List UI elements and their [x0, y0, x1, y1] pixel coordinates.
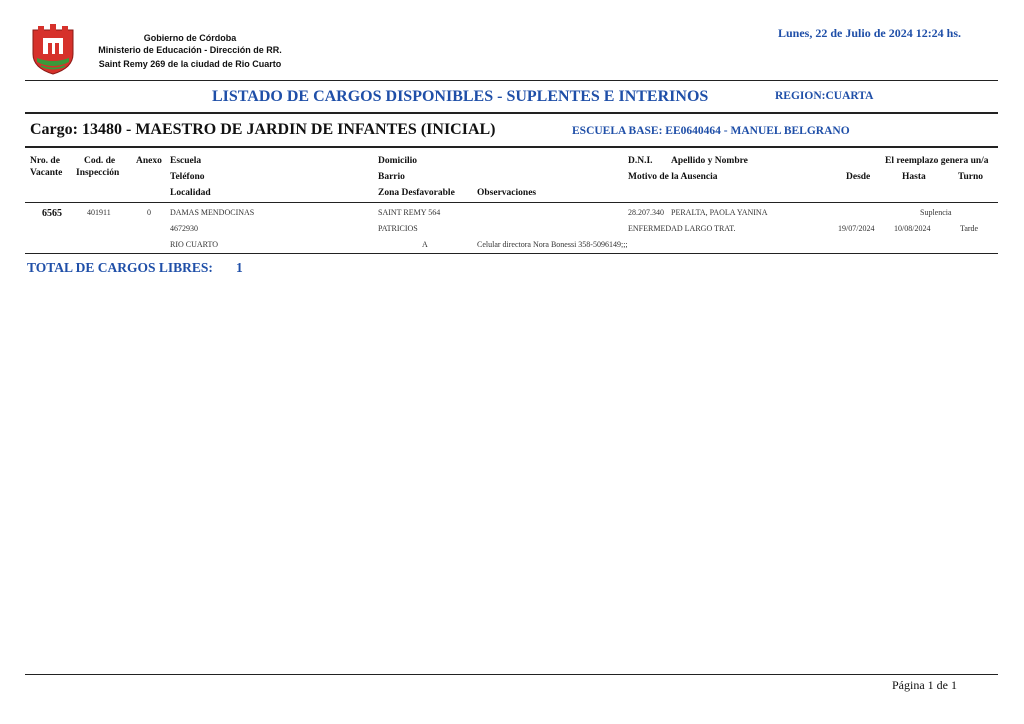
- header-divider: [25, 80, 998, 81]
- col-reemplazo: El reemplazo genera un/a: [885, 156, 989, 166]
- report-title: LISTADO DE CARGOS DISPONIBLES - SUPLENTES E INTERINOS: [212, 88, 709, 105]
- title-divider: [25, 112, 998, 114]
- cell-nro-vacante: 6565: [42, 208, 62, 219]
- cell-localidad: RIO CUARTO: [170, 240, 219, 249]
- col-telefono: Teléfono: [170, 172, 205, 182]
- total-label: TOTAL DE CARGOS LIBRES:: [27, 260, 213, 275]
- total-value: 1: [236, 260, 243, 275]
- col-nro-vacante-1: Nro. de: [30, 156, 60, 166]
- col-cod-inspeccion-1: Cod. de: [84, 156, 116, 166]
- cell-hasta: 10/08/2024: [894, 224, 931, 233]
- footer-divider: [25, 674, 998, 675]
- col-dni: D.N.I.: [628, 156, 653, 166]
- col-escuela: Escuela: [170, 156, 202, 166]
- col-nro-vacante-2: Vacante: [30, 168, 63, 178]
- cell-reemplazo: Suplencia: [920, 208, 952, 217]
- col-localidad: Localidad: [170, 188, 211, 198]
- col-domicilio: Domicilio: [378, 156, 418, 166]
- cell-motivo: ENFERMEDAD LARGO TRAT.: [628, 224, 736, 233]
- col-motivo: Motivo de la Ausencia: [628, 172, 718, 182]
- cell-cod-inspeccion: 401911: [87, 208, 111, 217]
- cell-apellido-nombre: PERALTA, PAOLA YANINA: [671, 208, 768, 217]
- cell-desde: 19/07/2024: [838, 224, 875, 233]
- cell-telefono: 4672930: [170, 224, 198, 233]
- escuela-base: ESCUELA BASE: EE0640464 - MANUEL BELGRANO: [572, 125, 850, 137]
- col-observaciones: Observaciones: [477, 188, 537, 198]
- col-apellido-nombre: Apellido y Nombre: [671, 156, 748, 166]
- cell-zona: A: [422, 240, 428, 249]
- col-anexo: Anexo: [136, 156, 162, 166]
- table-bottom-divider: [25, 253, 998, 254]
- cell-domicilio: SAINT REMY 564: [378, 208, 441, 217]
- col-desde: Desde: [846, 172, 871, 182]
- cell-dni: 28.207.340: [628, 208, 664, 217]
- col-hasta: Hasta: [902, 172, 926, 182]
- report-datetime: Lunes, 22 de Julio de 2024 12:24 hs.: [778, 26, 962, 40]
- header-row-divider: [25, 202, 998, 203]
- cordoba-crest-icon: [27, 24, 79, 78]
- col-cod-inspeccion-2: Inspección: [76, 168, 120, 178]
- page-number: Página 1 de 1: [892, 678, 957, 692]
- col-zona: Zona Desfavorable: [378, 188, 455, 198]
- cell-barrio: PATRICIOS: [378, 224, 418, 233]
- org-line-3: Saint Remy 269 de la ciudad de Rio Cuarto: [98, 59, 282, 69]
- cell-escuela: DAMAS MENDOCINAS: [170, 208, 255, 217]
- col-barrio: Barrio: [378, 172, 405, 182]
- cargo-divider: [25, 146, 998, 148]
- cell-observaciones: Celular directora Nora Bonessi 358-5096149;;;: [477, 240, 628, 249]
- cell-anexo: 0: [147, 208, 151, 217]
- region-label: REGION:CUARTA: [775, 90, 874, 102]
- cargo-title: Cargo: 13480 - MAESTRO DE JARDIN DE INFANTES (INICIAL): [30, 121, 496, 138]
- org-line-1: Gobierno de Córdoba: [143, 33, 237, 43]
- col-turno: Turno: [958, 172, 983, 182]
- org-line-2: Ministerio de Educación - Dirección de RR.: [98, 45, 282, 55]
- cell-turno: Tarde: [960, 224, 979, 233]
